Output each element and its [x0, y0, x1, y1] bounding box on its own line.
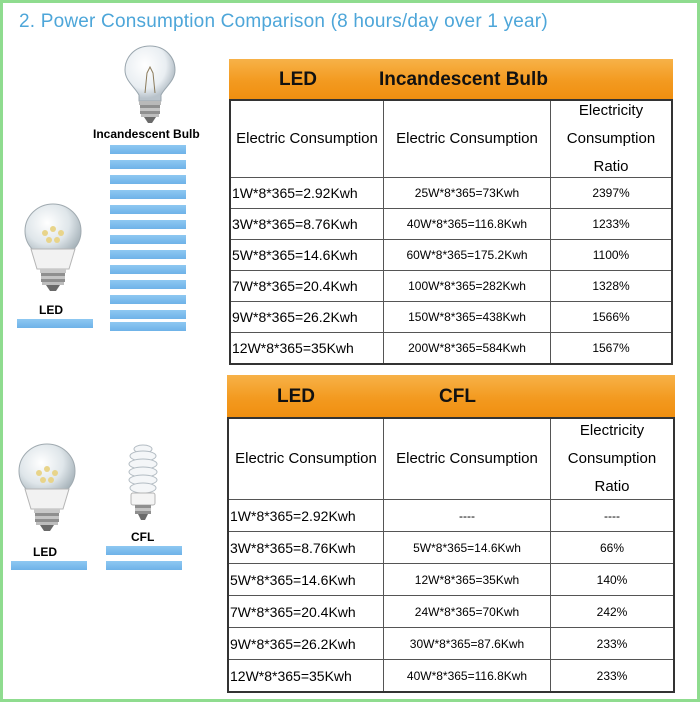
table-cell: 60W*8*365=175.2Kwh [384, 240, 551, 270]
table-cell: 5W*8*365=14.6Kwh [384, 532, 551, 563]
table-cell: 233% [596, 636, 628, 651]
table-cell: 3W*8*365=8.76Kwh [229, 532, 384, 563]
table-cell: 1328% [592, 279, 630, 293]
table-cell: ---- [384, 500, 551, 531]
table-cell: 140% [596, 572, 628, 587]
table-row [231, 333, 671, 363]
led-bulb-image [23, 203, 83, 299]
table-cell: 5W*8*365=14.6Kwh [229, 564, 384, 595]
led-consumption-bar [17, 319, 93, 331]
table-column-headers [229, 419, 673, 500]
table-row [229, 628, 673, 660]
table-cell: 12W*8*365=35Kwh [229, 660, 384, 691]
table-cell: 30W*8*365=87.6Kwh [384, 628, 551, 659]
table-cell: 1W*8*365=2.92Kwh [231, 178, 384, 208]
led-consumption-bar [11, 561, 87, 573]
table-row [229, 500, 673, 532]
table-row [231, 240, 671, 271]
table-row [229, 564, 673, 596]
page-title: 2. Power Consumption Comparison (8 hours/day over 1 year) [19, 11, 548, 32]
table-header-cfl: CFL [439, 386, 476, 407]
table-cell: 150W*8*365=438Kwh [384, 302, 551, 332]
led-bulb-image [17, 443, 77, 539]
table-cell: 24W*8*365=70Kwh [384, 596, 551, 627]
table-cell: 12W*8*365=35Kwh [384, 564, 551, 595]
led-vs-incandescent-table [229, 59, 673, 365]
column-header: Electricity Consumption Ratio [567, 422, 657, 495]
table-cell: 9W*8*365=26.2Kwh [229, 628, 384, 659]
table-cell: 7W*8*365=20.4Kwh [229, 596, 384, 627]
table-row [231, 271, 671, 302]
table-cell: 100W*8*365=282Kwh [384, 271, 551, 301]
table-cell: 40W*8*365=116.8Kwh [384, 209, 551, 239]
led-bulb-label: LED [39, 303, 63, 317]
column-header: Electric Consumption [384, 101, 551, 177]
column-header: Electric Consumption [229, 419, 384, 499]
table-cell: 25W*8*365=73Kwh [384, 178, 551, 208]
table-header-led: LED [279, 69, 317, 90]
table-cell: 3W*8*365=8.76Kwh [231, 209, 384, 239]
cfl-bulb-label: CFL [131, 530, 155, 544]
incandescent-consumption-bar [110, 145, 186, 331]
table-header-incandescent: Incandescent Bulb [379, 69, 548, 90]
table-header-bar [227, 375, 675, 417]
table-cell: 200W*8*365=584Kwh [384, 333, 551, 363]
table-row [229, 532, 673, 564]
column-header: Electric Consumption [384, 419, 551, 499]
table-cell: 2397% [592, 186, 630, 200]
table-row [231, 302, 671, 333]
table-row [229, 660, 673, 691]
table-cell: 233% [596, 668, 628, 683]
cfl-bulb-image [123, 443, 163, 529]
led-bulb-label: LED [33, 545, 57, 559]
table-column-headers [231, 101, 671, 178]
table-cell: 40W*8*365=116.8Kwh [384, 660, 551, 691]
table-cell: 9W*8*365=26.2Kwh [231, 302, 384, 332]
column-header: Electricity Consumption Ratio [566, 102, 656, 175]
table-cell: 5W*8*365=14.6Kwh [231, 240, 384, 270]
table-cell: 1233% [592, 217, 630, 231]
table-cell: 1W*8*365=2.92Kwh [229, 500, 384, 531]
table-header-led: LED [277, 386, 315, 407]
table-cell: ---- [604, 508, 620, 523]
incandescent-bulb-label: Incandescent Bulb [93, 127, 200, 141]
led-vs-cfl-table [227, 375, 675, 693]
table-cell: 1100% [592, 248, 630, 262]
table-cell: 1566% [592, 310, 630, 324]
table-cell: 7W*8*365=20.4Kwh [231, 271, 384, 301]
table-body [229, 99, 673, 365]
incandescent-bulb-image [121, 43, 179, 125]
cfl-consumption-bar [106, 546, 182, 572]
table-cell: 66% [599, 540, 625, 555]
table-row [231, 209, 671, 240]
table-row [231, 178, 671, 209]
table-cell: 242% [596, 604, 628, 619]
table-row [229, 596, 673, 628]
table-cell: 12W*8*365=35Kwh [231, 333, 384, 363]
column-header: Electric Consumption [231, 101, 384, 177]
table-body [227, 417, 675, 693]
table-cell: 1567% [592, 341, 630, 355]
table-header-bar [229, 59, 673, 99]
